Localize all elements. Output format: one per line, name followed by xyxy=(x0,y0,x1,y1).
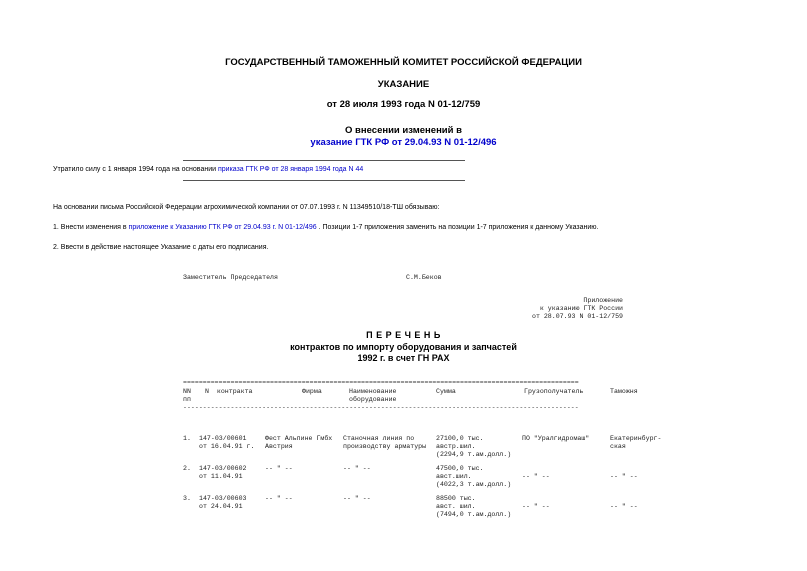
item-1-prefix: 1. Внести изменения в xyxy=(53,224,129,231)
row-customs: Екатеринбург- ская xyxy=(610,435,662,450)
header-sum: Сумма xyxy=(436,388,456,395)
paragraph-item-2: 2. Ввести в действие настоящее Указание с даты его подписания. xyxy=(53,244,269,251)
row-equipment: -- " -- xyxy=(343,465,371,472)
row-sum: 27100,0 тыс. австр.шил. (2294,9 т.ам.долл.) xyxy=(436,435,512,458)
row-firm: -- " -- xyxy=(265,465,293,472)
header-recipient: Грузополучатель xyxy=(524,388,584,395)
row-number: 1. xyxy=(183,435,191,442)
item-1-suffix: . Позиции 1-7 приложения заменить на позиции 1-7 приложения к данному Указанию. xyxy=(316,224,599,231)
signature-title: Заместитель Председателя xyxy=(183,274,278,281)
table-rule-top: ==================================================================================================== xyxy=(183,380,579,386)
header-firm: Фирма xyxy=(302,388,322,395)
row-sum: 47500,0 тыс. авст.шил. (4022,3 т.ам.долл.) xyxy=(436,465,512,488)
subject-link-row xyxy=(0,137,807,149)
paragraph-item-1 xyxy=(53,223,598,232)
appendix-reference: к указанию ГТК России xyxy=(539,305,623,312)
subject-line: О внесении изменений в xyxy=(345,125,462,136)
table-rule-header: ---------------------------------------------------------------------------------------------------- xyxy=(183,405,579,411)
divider-top xyxy=(183,160,465,161)
document-type: УКАЗАНИЕ xyxy=(377,79,430,90)
document-date-number: от 28 июля 1993 года N 01-12/759 xyxy=(326,99,481,110)
header-contract: N контракта xyxy=(205,388,253,395)
organization-title: ГОСУДАРСТВЕННЫЙ ТАМОЖЕННЫЙ КОМИТЕТ РОССИЙСКОЙ ФЕДЕРАЦИИ xyxy=(225,57,582,68)
row-number: 2. xyxy=(183,465,191,472)
row-recipient: ПО "Уралгидромаш" xyxy=(522,435,590,442)
header-customs: Таможня xyxy=(610,388,638,395)
document-subject xyxy=(0,125,807,137)
subject-link[interactable]: указание ГТК РФ от 29.04.93 N 01-12/496 xyxy=(310,137,497,148)
row-number: 3. xyxy=(183,495,191,502)
appendix-link[interactable]: приложение к Указанию ГТК РФ от 29.04.93 г. N 01-12/496 xyxy=(128,224,317,231)
row-firm: -- " -- xyxy=(265,495,293,502)
status-prefix: Утратило силу с 1 января 1994 года на основании xyxy=(53,166,218,173)
status-link[interactable]: приказа ГТК РФ от 28 января 1994 года N 44 xyxy=(217,166,364,173)
list-subtitle: контрактов по импорту оборудования и запчастей xyxy=(290,342,517,352)
row-equipment: -- " -- xyxy=(343,495,371,502)
appendix-date: от 28.07.93 N 01-12/759 xyxy=(531,313,623,320)
row-sum: 88500 тыс. авст. шил. (7494,0 т.ам.долл.) xyxy=(436,495,512,518)
row-contract: 147-03/00602 от 11.04.91 xyxy=(199,465,247,480)
row-customs: -- " -- xyxy=(610,503,638,510)
signature-name: С.М.Беков xyxy=(406,274,442,281)
row-equipment: Станочная линия по производству арматуры xyxy=(343,435,427,450)
header-equipment: Наименование оборудование xyxy=(349,388,397,403)
status-note xyxy=(53,165,363,174)
row-recipient: -- " -- xyxy=(522,473,550,480)
list-title: П Е Р Е Ч Е Н Ь xyxy=(366,330,441,340)
row-firm: Фест Альпине Гмбх Австрия xyxy=(265,435,333,450)
divider-bottom xyxy=(183,180,465,181)
row-recipient: -- " -- xyxy=(522,503,550,510)
paragraph-basis: На основании письма Российской Федерации агрохимической компании от 07.07.1993 г. N 11349510/18-ТШ обязываю: xyxy=(53,204,440,211)
row-customs: -- " -- xyxy=(610,473,638,480)
header-nn: NN пп xyxy=(183,388,191,403)
list-year: 1992 г. в счет ГН РАХ xyxy=(357,353,450,363)
appendix-label: Приложение xyxy=(583,297,623,304)
row-contract: 147-03/00603 от 24.04.91 xyxy=(199,495,247,510)
row-contract: 147-03/00601 от 16.04.91 г. xyxy=(199,435,255,450)
